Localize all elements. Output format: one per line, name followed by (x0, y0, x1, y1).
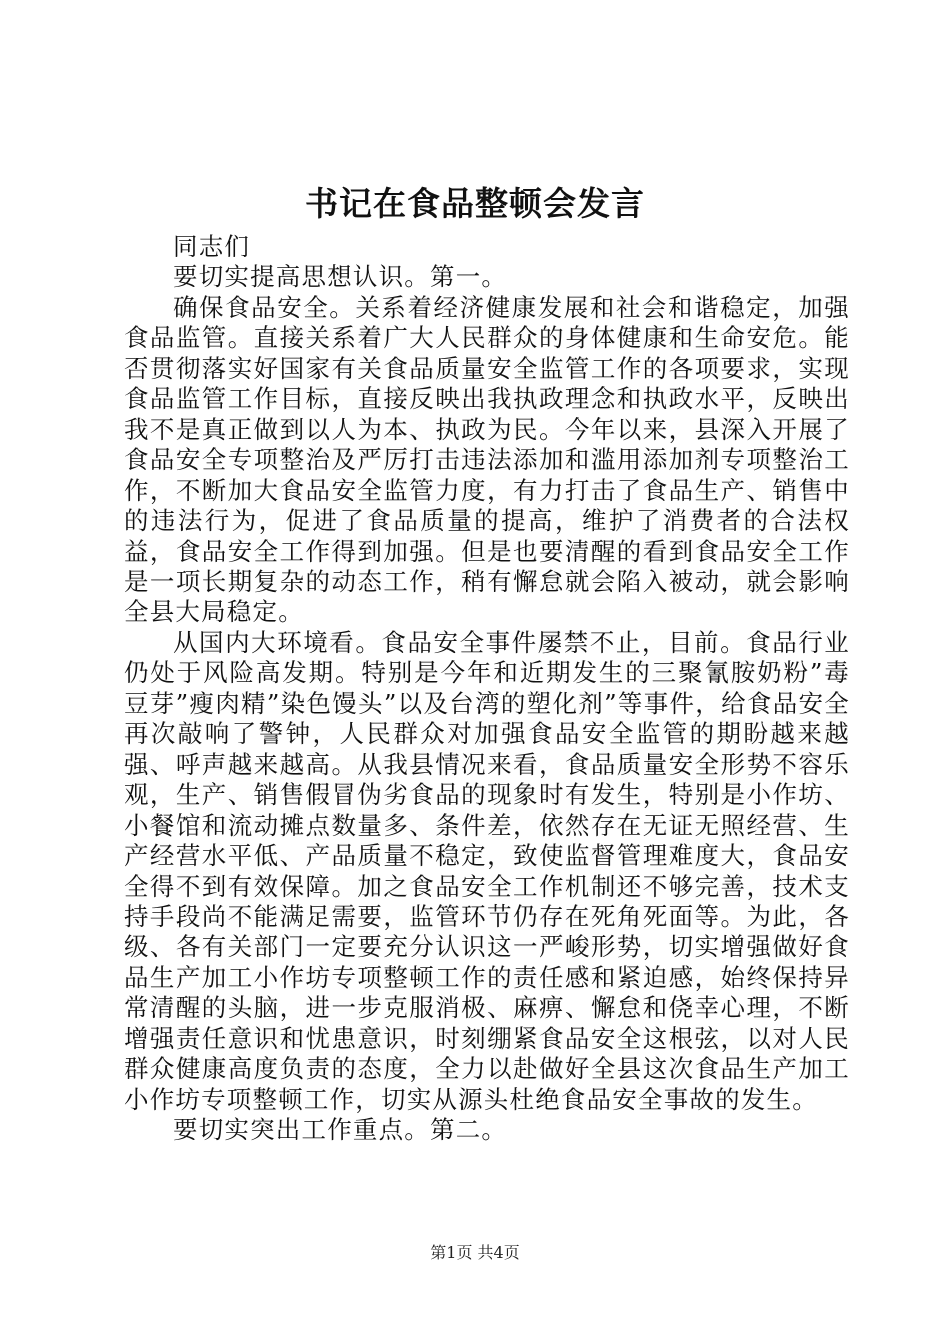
salutation-paragraph: 同志们 (173, 232, 251, 261)
body-paragraph-2: 从国内大环境看。食品安全事件屡禁不止，目前。食品行业仍处于风险高发期。特别是今年和近期发生的三聚氰胺奶粉”毒豆芽”瘦肉精”染色馒头”以及台湾的塑化剂”等事件，给食品安全再次敲响了警钟，人民群众对加强食品安全监管的期盼越来越强、呼声越来越高。从我县情况来看，食品质量安全形势不容乐观，生产、销售假冒伪劣食品的现象时有发生，特别是小作坊、小餐馆和流动摊点数量多、条件差，依然存在无证无照经营、生产经营水平低、产品质量不稳定，致使监督管理难度大，食品安全得不到有效保障。加之食品安全工作机制还不够完善，技术支持手段尚不能满足需要，监管环节仍存在死角死面等。为此，各级、各有关部门一定要充分认识这一严峻形势，切实增强做好食品生产加工小作坊专项整顿工作的责任感和紧迫感，始终保持异常清醒的头脑，进一步克服消极、麻痹、懈怠和侥幸心理，不断增强责任意识和忧患意识，时刻绷紧食品安全这根弦，以对人民群众健康高度负责的态度，全力以赴做好全县这次食品生产加工小作坊专项整顿工作，切实从源头杜绝食品安全事故的发生。 (124, 627, 850, 1114)
document-body (124, 232, 850, 1146)
document-title: 书记在食品整顿会发言 (305, 184, 645, 223)
section-heading-1: 要切实提高思想认识。第一。 (173, 262, 508, 292)
section-heading-2: 要切实突出工作重点。第二。 (173, 1115, 508, 1145)
page-footer: 第1页 共4页 (430, 1243, 520, 1262)
body-paragraph-1: 确保食品安全。关系着经济健康发展和社会和谐稳定，加强食品监管。直接关系着广大人民群众的身体健康和生命安危。能否贯彻落实好国家有关食品质量安全监管工作的各项要求，实现食品监管工作目标，直接反映出我执政理念和执政水平，反映出我不是真正做到以人为本、执政为民。今年以来，县深入开展了食品安全专项整治及严厉打击违法添加和滥用添加剂专项整治工作，不断加大食品安全监管力度，有力打击了食品生产、销售中的违法行为，促进了食品质量的提高，维护了消费者的合法权益，食品安全工作得到加强。但是也要清醒的看到食品安全工作是一项长期复杂的动态工作，稍有懈怠就会陷入被动，就会影响全县大局稳定。 (124, 292, 850, 627)
